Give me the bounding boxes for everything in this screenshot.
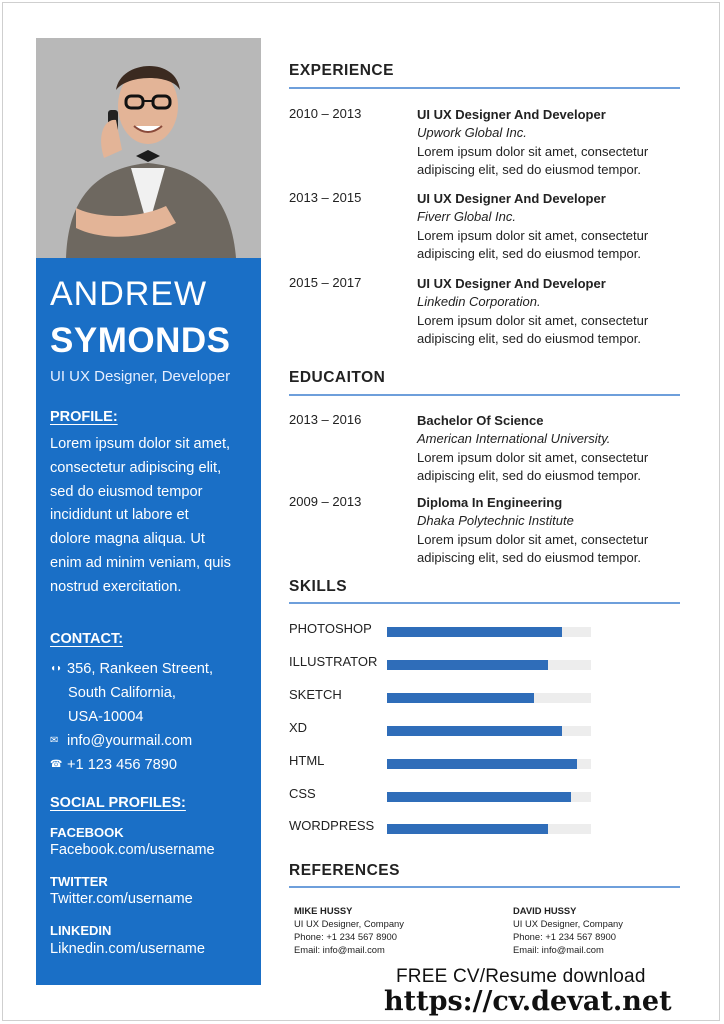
profile-line: enim ad minim veniam, quis xyxy=(50,554,231,571)
linkedin-link[interactable]: Liknedin.com/username xyxy=(50,941,205,957)
references-rule xyxy=(289,886,680,888)
last-name: SYMONDS xyxy=(50,321,231,360)
address-line-2: South California, xyxy=(68,685,176,701)
social-heading: SOCIAL PROFILES: xyxy=(50,795,186,811)
entry-years: 2009 – 2013 xyxy=(289,494,362,509)
entry-description: adipiscing elit, sed do eiusmod tempor. xyxy=(417,550,642,566)
entry-description: Lorem ipsum dolor sit amet, consectetur xyxy=(417,143,649,159)
entry-description: Lorem ipsum dolor sit amet, consectetur xyxy=(417,531,649,547)
linkedin-label: LINKEDIN xyxy=(50,923,112,938)
reference-role: UI UX Designer, Company xyxy=(513,918,623,929)
skill-row xyxy=(289,753,599,771)
skill-row xyxy=(289,621,599,639)
skill-bar xyxy=(387,824,548,834)
profile-line: Lorem ipsum dolor sit amet, xyxy=(50,436,231,452)
profile-text xyxy=(50,433,251,600)
entry-years: 2013 – 2016 xyxy=(289,412,362,427)
sidebar xyxy=(36,38,261,985)
profile-line: consectetur adipiscing elit, xyxy=(50,459,222,476)
skills-rule xyxy=(289,602,680,604)
education-heading: EDUCAITON xyxy=(289,369,386,386)
map-pin-icon: ◖◗ xyxy=(50,663,63,674)
profile-line: nostrud exercitation. xyxy=(50,578,182,595)
skill-row xyxy=(289,786,599,804)
skill-bar xyxy=(387,660,548,670)
entry-description: adipiscing elit, sed do eiusmod tempor. xyxy=(417,162,642,178)
skill-track xyxy=(387,824,591,834)
skill-track xyxy=(387,759,591,769)
entry-details xyxy=(417,275,687,349)
phone-row xyxy=(50,753,251,777)
education-rule xyxy=(289,394,680,396)
twitter-link[interactable]: Twitter.com/username xyxy=(50,891,193,907)
entry-details xyxy=(417,190,687,264)
skill-track xyxy=(387,627,591,637)
entry-school: American International University. xyxy=(417,431,611,447)
entry-years: 2013 – 2015 xyxy=(289,190,362,205)
skill-track xyxy=(387,693,591,703)
entry-description: adipiscing elit, sed do eiusmod tempor. xyxy=(417,468,642,484)
entry-title: Diploma In Engineering xyxy=(417,495,563,510)
email-row xyxy=(50,729,251,753)
entry-title: UI UX Designer And Developer xyxy=(417,107,606,122)
skill-name: CSS xyxy=(289,786,316,801)
references-heading: REFERENCES xyxy=(289,862,400,879)
address-row xyxy=(50,657,251,681)
facebook-label: FACEBOOK xyxy=(50,825,124,840)
entry-school: Dhaka Polytechnic Institute xyxy=(417,513,574,529)
entry-years: 2010 – 2013 xyxy=(289,106,362,121)
first-name: ANDREW xyxy=(50,275,208,313)
skill-name: HTML xyxy=(289,753,325,768)
skill-bar xyxy=(387,627,562,637)
email-value[interactable]: info@yourmail.com xyxy=(67,733,193,749)
phone-icon: ☎ xyxy=(50,759,63,770)
entry-company: Fiverr Global Inc. xyxy=(417,209,516,225)
job-role: UI UX Designer, Developer xyxy=(50,368,231,385)
entry-description: Lorem ipsum dolor sit amet, consectetur xyxy=(417,449,649,465)
experience-rule xyxy=(289,87,680,89)
skill-bar xyxy=(387,759,577,769)
entry-title: UI UX Designer And Developer xyxy=(417,276,606,291)
profile-photo xyxy=(36,38,261,258)
entry-description: Lorem ipsum dolor sit amet, consectetur xyxy=(417,312,649,328)
entry-details xyxy=(417,494,687,568)
watermark-tagline: FREE CV/Resume download xyxy=(396,966,646,987)
profile-line: incididunt ut labore et xyxy=(50,507,189,524)
skill-bar xyxy=(387,726,562,736)
reference-card xyxy=(513,904,623,956)
skill-name: PHOTOSHOP xyxy=(289,621,372,636)
profile-heading: PROFILE: xyxy=(50,409,118,425)
twitter-label: TWITTER xyxy=(50,874,108,889)
entry-years: 2015 – 2017 xyxy=(289,275,362,290)
reference-name: MIKE HUSSY xyxy=(294,905,353,916)
contact-list xyxy=(50,657,251,777)
experience-heading: EXPERIENCE xyxy=(289,62,394,79)
profile-line: sed do eiusmod tempor xyxy=(50,483,203,500)
person-illustration xyxy=(36,38,261,258)
skill-name: XD xyxy=(289,720,308,735)
entry-title: UI UX Designer And Developer xyxy=(417,191,606,206)
profile-line: dolore magna aliqua. Ut xyxy=(50,531,205,548)
reference-phone: Phone: +1 234 567 8900 xyxy=(294,931,397,942)
phone-value: +1 123 456 7890 xyxy=(67,757,177,773)
entry-description: adipiscing elit, sed do eiusmod tempor. xyxy=(417,331,642,347)
reference-name: DAVID HUSSY xyxy=(513,905,577,916)
contact-heading: CONTACT: xyxy=(50,631,124,647)
envelope-icon: ✉ xyxy=(50,735,59,746)
skill-bar xyxy=(387,792,571,802)
reference-phone: Phone: +1 234 567 8900 xyxy=(513,931,616,942)
reference-card xyxy=(294,904,404,956)
skill-name: WORDPRESS xyxy=(289,818,375,833)
entry-description: adipiscing elit, sed do eiusmod tempor. xyxy=(417,246,642,262)
skill-track xyxy=(387,660,591,670)
skill-track xyxy=(387,726,591,736)
reference-email: Email: info@mail.com xyxy=(294,944,385,955)
reference-role: UI UX Designer, Company xyxy=(294,918,404,929)
skill-track xyxy=(387,792,591,802)
reference-email: Email: info@mail.com xyxy=(513,944,604,955)
skill-bar xyxy=(387,693,534,703)
skill-row xyxy=(289,654,599,672)
skill-name: SKETCH xyxy=(289,687,342,702)
address-line-3: USA-10004 xyxy=(68,709,144,725)
skills-heading: SKILLS xyxy=(289,578,348,595)
address-line-1: 356, Rankeen Streent, xyxy=(67,661,214,677)
entry-company: Linkedin Corporation. xyxy=(417,294,541,310)
entry-description: Lorem ipsum dolor sit amet, consectetur xyxy=(417,227,649,243)
entry-details xyxy=(417,106,687,180)
watermark-url[interactable]: https://cv.devat.net xyxy=(384,986,672,1017)
skill-row xyxy=(289,687,599,705)
entry-company: Upwork Global Inc. xyxy=(417,125,527,141)
facebook-link[interactable]: Facebook.com/username xyxy=(50,842,215,858)
skill-name: ILLUSTRATOR xyxy=(289,654,378,669)
entry-details xyxy=(417,412,687,486)
entry-title: Bachelor Of Science xyxy=(417,413,544,428)
skill-row xyxy=(289,720,599,738)
skill-row xyxy=(289,818,599,836)
